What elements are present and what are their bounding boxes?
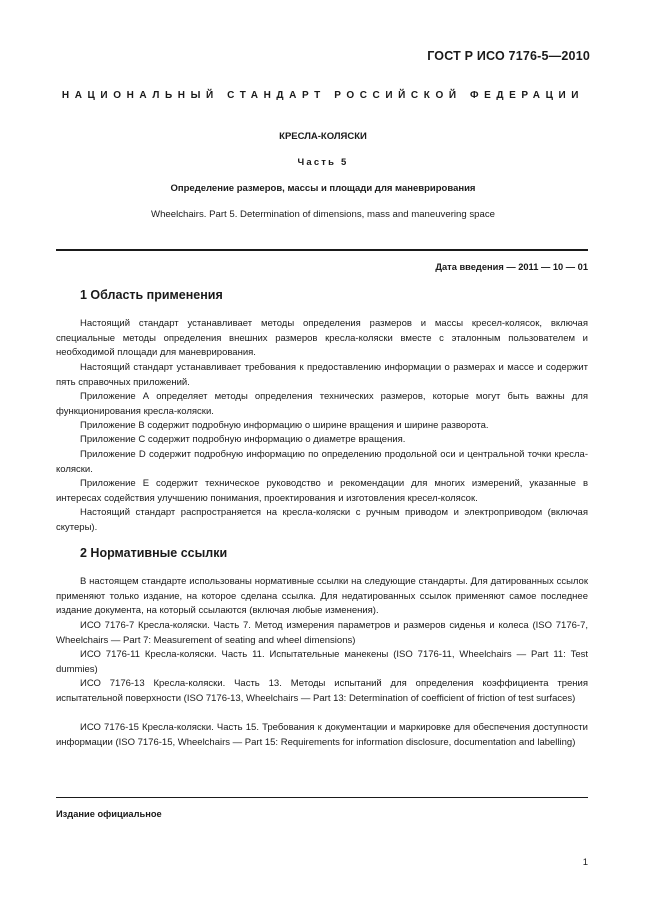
national-standard-banner: НАЦИОНАЛЬНЫЙ СТАНДАРТ РОССИЙСКОЙ ФЕДЕРАЦИИ [61,90,585,101]
title-divider [56,249,588,251]
document-title: КРЕСЛА-КОЛЯСКИ [279,131,367,142]
edition-note: Издание официальное [56,809,162,819]
document-part: Часть 5 [297,157,349,168]
section-1-paragraph: Приложение D содержит подробную информацию по определению продольной оси и центральной точки кресла-коляски. [56,449,588,475]
section-1-paragraph: Приложение Е содержит техническое руководство и рекомендации для многих измерений, указанные в интересах содействия улучшению понимания, проектирования и изготовления кресел-колясок. [56,478,588,504]
section-1-paragraph: Настоящий стандарт распространяется на кресла-коляски с ручным приводом и электроприводом (включая скутеры). [56,507,588,533]
page-number: 1 [582,857,588,868]
document-subtitle-en: Wheelchairs. Part 5. Determination of dimensions, mass and maneuvering space [151,209,495,220]
section-1-heading: 1 Область применения [80,288,223,302]
section-1-paragraph: Приложение С содержит подробную информацию о диаметре вращения. [80,434,406,445]
normative-reference: ИСО 7176-7 Кресла-коляски. Часть 7. Метод измерения параметров и размеров сиденья и колеса (ISO 7176-7, Wheelchairs — Part 7: Measurement of seating and wheel dimensions) [56,620,588,646]
document-subtitle-ru: Определение размеров, массы и площади для маневрирования [170,183,476,194]
intro-date: Дата введения — 2011 — 10 — 01 [435,262,588,272]
section-1-paragraph: Приложение В содержит подробную информацию о ширине вращения и ширине разворота. [80,420,489,431]
section-1-paragraph: Настоящий стандарт устанавливает требования к предоставлению информации о размерах и массе и содержит пять справочных приложений. [56,362,588,388]
normative-reference: ИСО 7176-11 Кресла-коляски. Часть 11. Испытательные манекены (ISO 7176-11, Wheelchairs — Part 11: Test dummies) [56,649,588,675]
footer-divider [56,797,588,798]
normative-reference: ИСО 7176-13 Кресла-коляски. Часть 13. Методы испытаний для определения коэффициента трения испытательной поверхности (ISO 7176-13, Wheelchairs — Part 13: Determination of coefficient of friction of test surfaces) [56,678,588,704]
section-1-paragraph: Настоящий стандарт устанавливает методы определения размеров и массы кресел-колясок, включая специальные методы определения внешних размеров кресла-коляски вместе с эталонным пользователем и необходимой площади для маневрирования. [56,318,588,359]
normative-reference: ИСО 7176-15 Кресла-коляски. Часть 15. Требования к документации и маркировке для обеспечения доступности информации (ISO 7176-15, Wheelchairs — Part 15: Requirements for information disclosure, documentation and labelling) [56,722,588,748]
document-code: ГОСТ Р ИСО 7176-5—2010 [427,49,590,63]
section-2-paragraph: В настоящем стандарте использованы нормативные ссылки на следующие стандарты. Для датированных ссылок применяют только издание, на которое сделана ссылка. Для недатированных ссылок применяют самое последнее издание документа, на который ссылаются (включая любые изменения). [56,576,588,617]
section-2-heading: 2 Нормативные ссылки [80,546,228,560]
section-1-paragraph: Приложение А определяет методы определения технических размеров, которые могут быть важны для функционирования кресла-коляски. [56,391,588,417]
